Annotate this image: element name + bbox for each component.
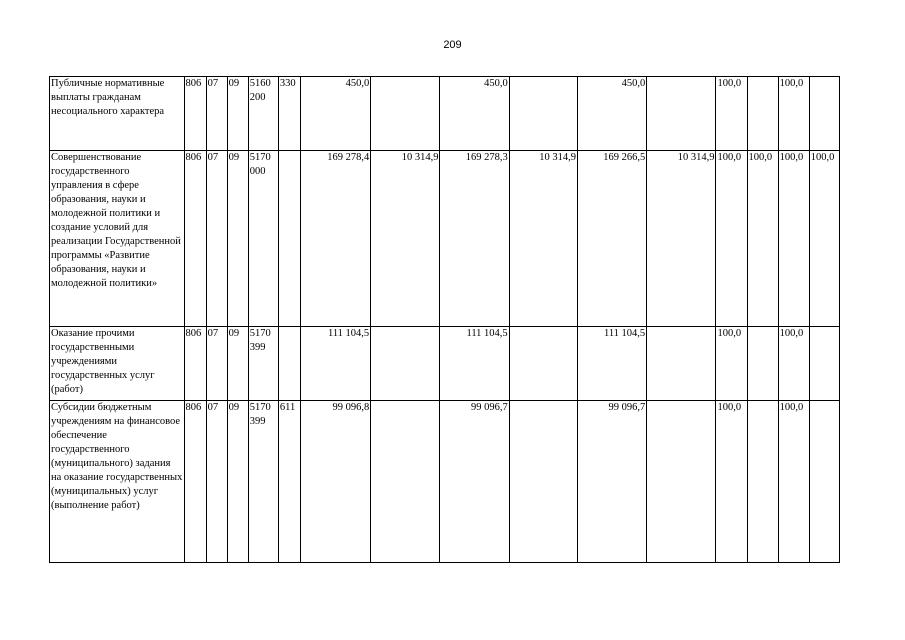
refined-total-cell: 111 104,5 — [440, 327, 509, 401]
target-code-cell: 5170 399 — [248, 327, 278, 401]
approved-subvention-cell — [371, 77, 440, 151]
percent-cell-1: 100,0 — [716, 327, 747, 401]
table-row — [50, 151, 840, 327]
percent-cell-2 — [747, 77, 778, 151]
percent-cell-4 — [809, 327, 839, 401]
approved-subvention-cell — [371, 401, 440, 563]
approved-total-cell: 111 104,5 — [300, 327, 370, 401]
budget-table — [49, 76, 840, 563]
refined-subvention-cell: 10 314,9 — [509, 151, 577, 327]
subsection-code-cell: 09 — [227, 327, 248, 401]
ministry-code-cell: 806 — [184, 77, 206, 151]
section-code-cell: 07 — [206, 151, 227, 327]
approved-subvention-cell: 10 314,9 — [371, 151, 440, 327]
section-code-cell: 07 — [206, 327, 227, 401]
executed-subvention-cell: 10 314,9 — [647, 151, 716, 327]
refined-total-cell: 450,0 — [440, 77, 509, 151]
ministry-code-cell: 806 — [184, 327, 206, 401]
target-code-cell: 5170 000 — [248, 151, 278, 327]
refined-subvention-cell — [509, 327, 577, 401]
ministry-code-cell: 806 — [184, 401, 206, 563]
percent-cell-3: 100,0 — [778, 401, 809, 563]
subsection-code-cell: 09 — [227, 401, 248, 563]
expense-type-cell — [278, 327, 300, 401]
percent-cell-4: 100,0 — [809, 151, 839, 327]
row-name-cell: Оказание прочими государственными учреждениями государственных услуг (работ) — [50, 327, 185, 401]
executed-total-cell: 450,0 — [577, 77, 646, 151]
percent-cell-3: 100,0 — [778, 151, 809, 327]
row-name-cell: Совершенствование государственного управления в сфере образования, науки и молодежной политики и создание условий для реализации Государственной программы «Развитие образования, науки и молодежной политики» — [50, 151, 185, 327]
executed-total-cell: 111 104,5 — [577, 327, 646, 401]
table-row — [50, 401, 840, 563]
target-code-cell: 5160 200 — [248, 77, 278, 151]
table-row — [50, 327, 840, 401]
row-name-cell: Субсидии бюджетным учреждениям на финансовое обеспечение государственного (муниципального) задания на оказание государственных (муниципальных) услуг (выполнение работ) — [50, 401, 185, 563]
executed-total-cell: 99 096,7 — [577, 401, 646, 563]
refined-total-cell: 169 278,3 — [440, 151, 509, 327]
percent-cell-1: 100,0 — [716, 151, 747, 327]
subsection-code-cell: 09 — [227, 77, 248, 151]
executed-total-cell: 169 266,5 — [577, 151, 646, 327]
page-number: 209 — [443, 39, 462, 51]
target-code-cell: 5170 399 — [248, 401, 278, 563]
row-name-cell: Публичные нормативные выплаты гражданам несоциального характера — [50, 77, 185, 151]
section-code-cell: 07 — [206, 77, 227, 151]
percent-cell-3: 100,0 — [778, 77, 809, 151]
approved-subvention-cell — [371, 327, 440, 401]
percent-cell-2: 100,0 — [747, 151, 778, 327]
percent-cell-4 — [809, 77, 839, 151]
subsection-code-cell: 09 — [227, 151, 248, 327]
refined-total-cell: 99 096,7 — [440, 401, 509, 563]
expense-type-cell — [278, 151, 300, 327]
percent-cell-2 — [747, 327, 778, 401]
executed-subvention-cell — [647, 327, 716, 401]
percent-cell-2 — [747, 401, 778, 563]
approved-total-cell: 169 278,4 — [300, 151, 370, 327]
ministry-code-cell: 806 — [184, 151, 206, 327]
executed-subvention-cell — [647, 77, 716, 151]
expense-type-cell: 330 — [278, 77, 300, 151]
expense-type-cell: 611 — [278, 401, 300, 563]
percent-cell-1: 100,0 — [716, 401, 747, 563]
section-code-cell: 07 — [206, 401, 227, 563]
percent-cell-1: 100,0 — [716, 77, 747, 151]
approved-total-cell: 99 096,8 — [300, 401, 370, 563]
refined-subvention-cell — [509, 77, 577, 151]
table-row — [50, 77, 840, 151]
executed-subvention-cell — [647, 401, 716, 563]
approved-total-cell: 450,0 — [300, 77, 370, 151]
percent-cell-4 — [809, 401, 839, 563]
refined-subvention-cell — [509, 401, 577, 563]
percent-cell-3: 100,0 — [778, 327, 809, 401]
